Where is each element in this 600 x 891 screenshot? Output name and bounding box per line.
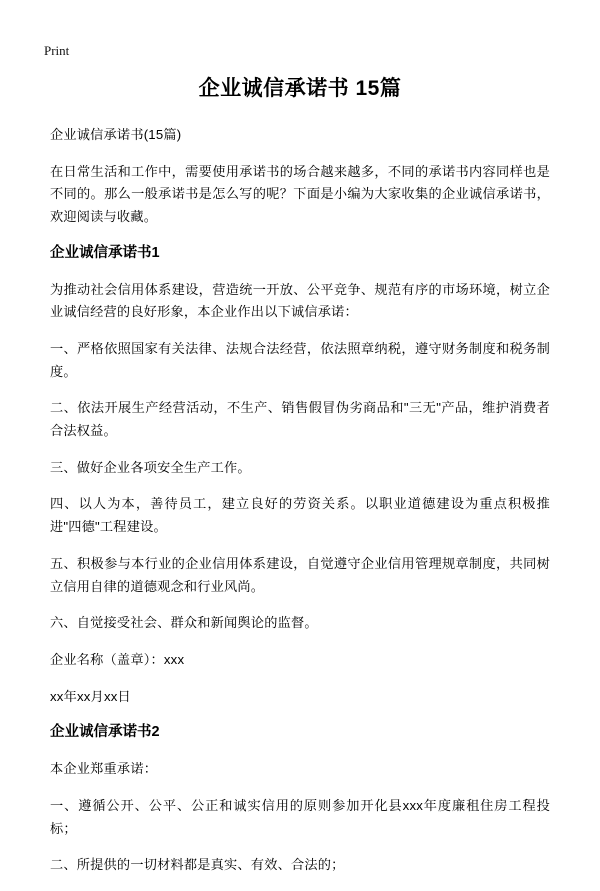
paragraph-s1-company-name: 企业名称（盖章）：xxx: [50, 652, 185, 667]
paragraph-s1-item-1: 一、严格依照国家有关法律、法规合法经营，依法照章纳税，遵守财务制度和税务制度。: [50, 340, 550, 379]
paragraph-intro-subtitle: 企业诚信承诺书(15篇): [50, 127, 182, 142]
paragraph-s2-lead: 本企业郑重承诺：: [50, 761, 158, 777]
paragraph-s2-item-1: 一、遵循公开、公平、公正和诚实信用的原则参加开化县xxx年度廉租住房工程投标；: [50, 797, 550, 836]
paragraph-s1-item-5: 五、积极参与本行业的企业信用体系建设，自觉遵守企业信用管理规章制度，共同树立信用自律的道德观念和行业风尚。: [50, 555, 550, 594]
print-button[interactable]: Print: [44, 43, 70, 58]
page-title: 企业诚信承诺书 15篇: [198, 77, 402, 100]
paragraph-s1-item-4: 四、以人为本，善待员工，建立良好的劳资关系。以职业道德建设为重点积极推进"四德"工程建设。: [50, 496, 550, 535]
paragraph-s1-date: xx年xx月xx日: [50, 688, 131, 704]
paragraph-s2-item-2: 二、所提供的一切材料都是真实、有效、合法的；: [50, 857, 345, 873]
paragraph-intro: 在日常生活和工作中，需要使用承诺书的场合越来越多，不同的承诺书内容同样也是不同的。那么一般承诺书是怎么写的呢？下面是小编为大家收集的企业诚信承诺书，欢迎阅读与收藏。: [50, 163, 550, 225]
section-heading-1: 企业诚信承诺书1: [50, 244, 160, 261]
paragraph-s1-item-6: 六、自觉接受社会、群众和新闻舆论的监督。: [50, 615, 318, 631]
document-content: [50, 72, 550, 891]
paragraph-s1-item-2: 二、依法开展生产经营活动，不生产、销售假冒伪劣商品和"三无"产品，维护消费者合法权益。: [50, 400, 550, 439]
section-heading-2: 企业诚信承诺书2: [50, 724, 160, 741]
paragraph-s1-lead: 为推动社会信用体系建设，营造统一开放、公平竞争、规范有序的市场环境，树立企业诚信经营的良好形象，本企业作出以下诚信承诺：: [50, 281, 550, 320]
paragraph-s1-item-3: 三、做好企业各项安全生产工作。: [50, 459, 251, 475]
